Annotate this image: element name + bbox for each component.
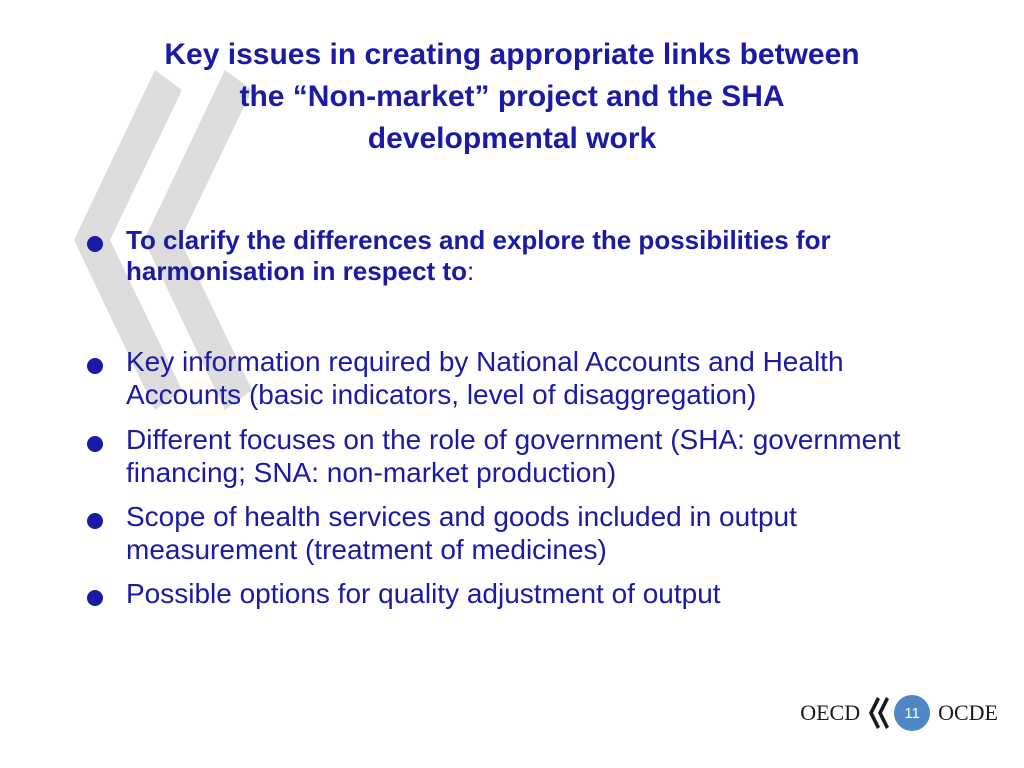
title-line-2: the “Non-market” project and the SHA	[239, 80, 785, 113]
bullet-dot-icon	[86, 235, 104, 253]
guillemet-logo-icon	[866, 695, 892, 731]
bullet-dot-icon	[86, 357, 104, 375]
page-number-badge: 11	[894, 695, 930, 731]
list-item	[84, 423, 964, 489]
footer-logo	[800, 695, 998, 731]
bullet-dot-icon	[86, 512, 104, 530]
bullet-text: Key information required by National Accounts and Health Accounts (basic indicators, level of disaggregation)	[126, 346, 844, 410]
logo-text-oecd: OECD	[800, 700, 861, 725]
slide-title	[90, 34, 934, 160]
logo-text-ocde: OCDE	[938, 700, 998, 725]
bullet-list	[84, 225, 964, 610]
lead-bullet-text: To clarify the differences and explore the possibilities for harmonisation in respect to	[126, 225, 831, 286]
bullet-text: Different focuses on the role of government (SHA: government financing; SNA: non-market production)	[126, 424, 901, 488]
bullet-dot-icon	[86, 435, 104, 453]
bullet-dot-icon	[86, 589, 104, 607]
title-line-1: Key issues in creating appropriate links between	[164, 38, 860, 71]
title-line-3: developmental work	[367, 122, 657, 155]
list-item	[84, 577, 964, 610]
list-item	[84, 345, 964, 411]
lead-bullet-suffix: :	[466, 256, 475, 286]
bullet-text: Scope of health services and goods included in output measurement (treatment of medicines)	[126, 501, 797, 565]
list-item	[84, 500, 964, 566]
lead-bullet	[84, 225, 964, 287]
bullet-text: Possible options for quality adjustment of output	[126, 578, 721, 609]
